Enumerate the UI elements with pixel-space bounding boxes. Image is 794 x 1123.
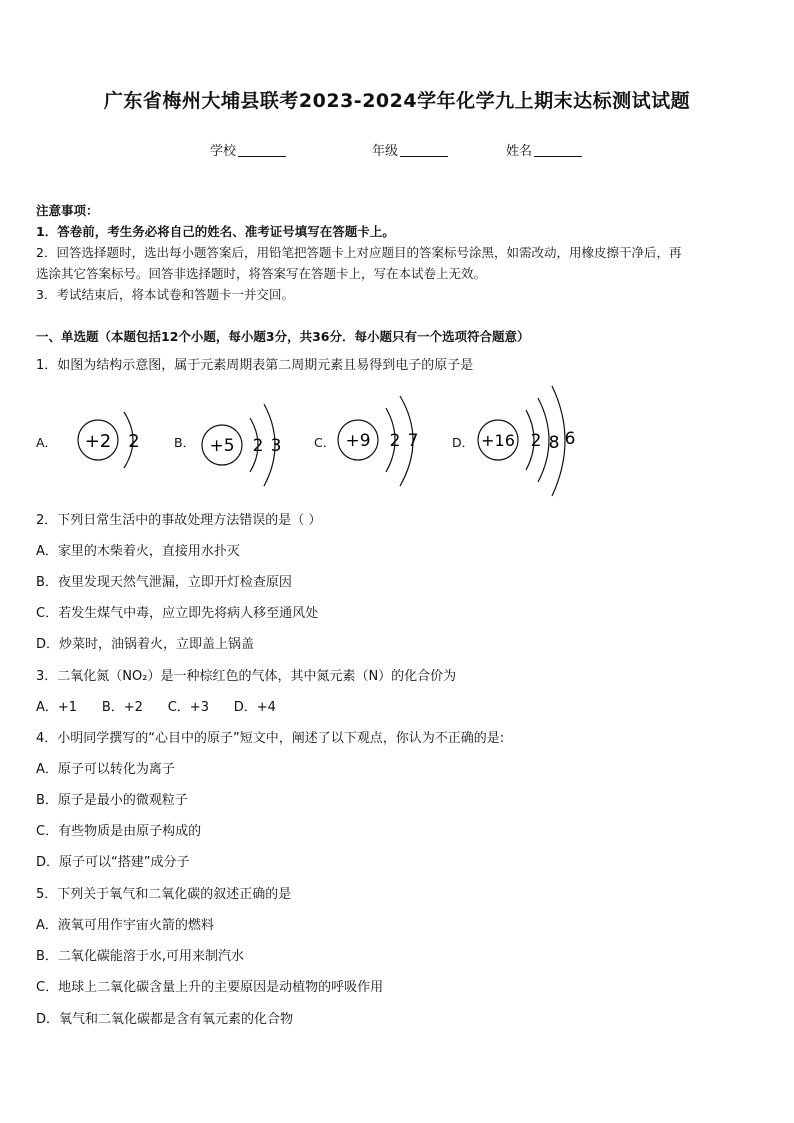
shell-electrons-2: 3 — [270, 436, 282, 456]
q2-option-a: A．家里的木柴着火，直接用水扑灭 — [36, 544, 240, 559]
grade-label: 年级 — [372, 144, 399, 159]
q2-option-b: B．夜里发现天然气泄漏，立即开灯检查原因 — [36, 575, 292, 590]
q5-option-a: A．液氧可用作宇宙火箭的燃料 — [36, 918, 214, 933]
shell-electrons: 2 — [128, 431, 140, 452]
name-label: 姓名 — [506, 144, 533, 159]
q1-option-c-diagram — [334, 394, 434, 494]
exam-title: 广东省梅州大埔县联考2023-2024学年化学九上期末达标测试试题 — [103, 90, 691, 112]
school-label: 学校 — [210, 144, 237, 159]
notes-block — [36, 200, 760, 305]
nucleus-charge: +16 — [481, 431, 515, 450]
q4-option-c: C．有些物质是由原子构成的 — [36, 824, 202, 839]
shell-electrons-2: 7 — [407, 431, 419, 451]
grade-field — [372, 140, 448, 159]
q5-stem: 5．下列关于氧气和二氧化碳的叙述正确的是 — [36, 887, 292, 902]
q1-option-b-label: B． — [174, 435, 196, 450]
q2-stem: 2．下列日常生活中的事故处理方法错误的是（ ） — [36, 513, 322, 528]
q1-stem: 1．如图为结构示意图，属于元素周期表第二周期元素且易得到电子的原子是 — [36, 358, 474, 373]
nucleus-charge: +5 — [209, 436, 235, 456]
shell-electrons-3: 6 — [564, 429, 576, 449]
q4-stem: 4．小明同学撰写的“心目中的原子”短文中，阐述了以下观点，你认为不正确的是: — [36, 731, 505, 746]
q1-option-d-label: D． — [452, 435, 475, 450]
q4-option-a: A．原子可以转化为离子 — [36, 762, 175, 777]
name-field — [506, 140, 582, 159]
q1-option-c-label: C． — [314, 435, 336, 450]
nucleus-charge: +2 — [84, 431, 112, 452]
notes-heading: 注意事项： — [36, 203, 99, 218]
shell-electrons-1: 2 — [389, 431, 401, 451]
q1-option-a-diagram — [70, 400, 160, 480]
q5-option-d: D．氧气和二氧化碳都是含有氧元素的化合物 — [36, 1012, 294, 1027]
q1-option-a-label: A． — [36, 435, 58, 450]
q5-option-b: B．二氧化碳能溶于水,可用来制汽水 — [36, 949, 245, 964]
shell-electrons-1: 2 — [530, 431, 542, 451]
shell-electrons-2: 8 — [548, 433, 560, 453]
q3-stem: 3．二氧化氮（NO₂）是一种棕红色的气体，其中氮元素（N）的化合价为 — [36, 669, 457, 684]
note-item-3: 3．考试结束后，将本试卷和答题卡一并交回。 — [36, 287, 294, 302]
name-blank — [534, 144, 582, 157]
note-item-2-line1: 2．回答选择题时，选出每小题答案后，用铅笔把答题卡上对应题目的答案标号涂黑，如需改动，用橡皮擦干净后，再 — [36, 245, 682, 260]
q2-option-d: D．炒菜时，油锅着火，立即盖上锅盖 — [36, 637, 255, 652]
q3-options: A．+1 B．+2 C．+3 D．+4 — [36, 700, 276, 715]
note-item-2a — [36, 242, 760, 263]
nucleus-charge: +9 — [345, 431, 371, 451]
shell-electrons-1: 2 — [252, 436, 264, 456]
grade-blank — [400, 144, 448, 157]
school-blank — [238, 144, 286, 157]
q1-option-d-diagram — [474, 384, 584, 504]
note-item-1: 1．答卷前，考生务必将自己的姓名、准考证号填写在答题卡上。 — [36, 224, 395, 239]
q5-option-c: C．地球上二氧化碳含量上升的主要原因是动植物的呼吸作用 — [36, 980, 384, 995]
note-item-2b: 选涂其它答案标号。回答非选择题时，将答案写在答题卡上，写在本试卷上无效。 — [36, 266, 487, 281]
section-heading: 一、单选题（本题包括12个小题，每小题3分，共36分．每小题只有一个选项符合题意） — [36, 329, 530, 344]
q2-option-c: C．若发生煤气中毒，应立即先将病人移至通风处 — [36, 606, 319, 621]
school-field — [210, 140, 286, 159]
q1-option-b-diagram — [196, 400, 296, 490]
q4-option-b: B．原子是最小的微观粒子 — [36, 793, 188, 808]
q4-option-d: D．原子可以“搭建”成分子 — [36, 855, 190, 870]
